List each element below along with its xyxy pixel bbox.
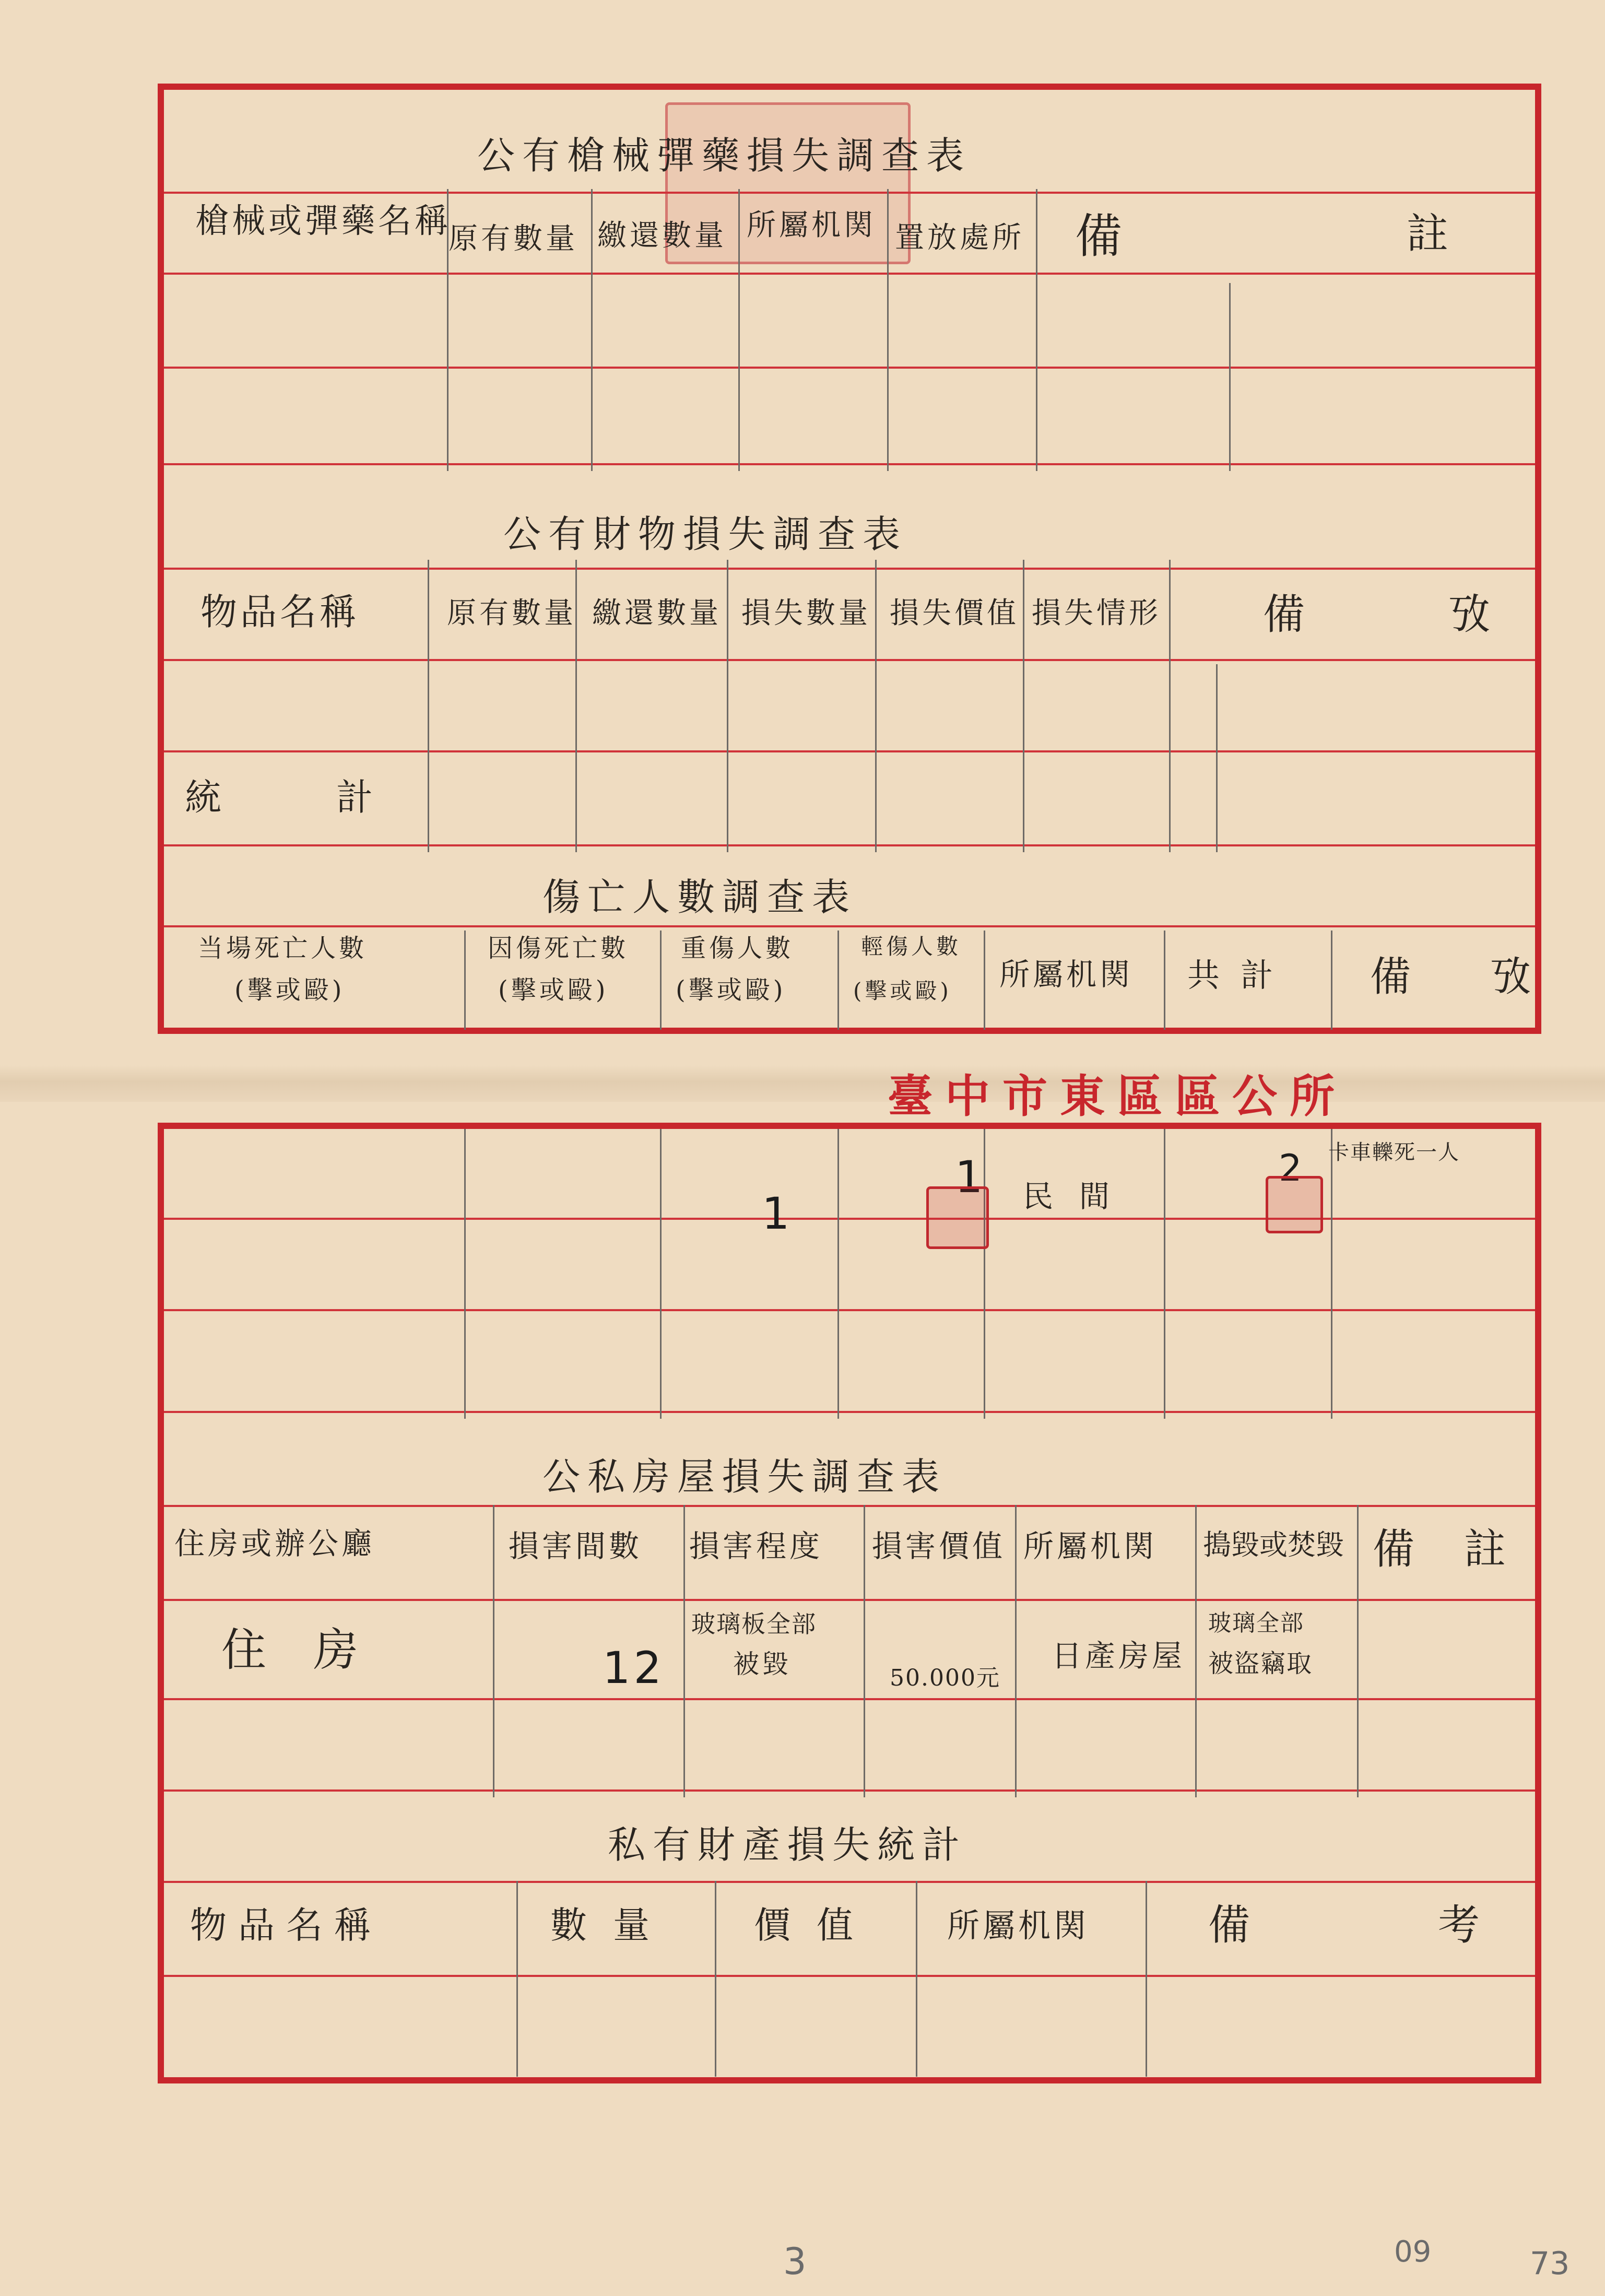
paper-fold xyxy=(0,1065,1605,1102)
table1-header-remark-2: 註 xyxy=(1407,209,1451,258)
table2-title: 公有財物損失調查表 xyxy=(503,512,908,556)
column-divider xyxy=(1015,1505,1017,1797)
table2-header-original: 原有數量 xyxy=(447,596,576,630)
column-divider xyxy=(738,189,740,471)
column-divider xyxy=(1229,283,1231,471)
table4-value-value: 50.000元 xyxy=(890,1665,1000,1691)
table3-heavy-count: 1 xyxy=(762,1188,793,1239)
rule xyxy=(164,273,1535,275)
table4-count-value: 12 xyxy=(603,1642,665,1693)
table2-header-value: 損失價值 xyxy=(890,596,1019,630)
table4-damage-value-1: 玻璃全部 xyxy=(1208,1610,1304,1636)
table5-header-remark-2: 考 xyxy=(1438,1901,1483,1949)
table5-header-org: 所屬机関 xyxy=(947,1906,1090,1945)
table2-header-returned: 繳還數量 xyxy=(592,596,722,630)
column-divider xyxy=(1169,560,1171,852)
column-divider xyxy=(464,931,466,1030)
rule xyxy=(164,659,1535,661)
table4-header-type: 住房或辦公廳 xyxy=(174,1526,375,1561)
column-divider xyxy=(887,189,889,471)
table1-header-returned: 繳還數量 xyxy=(597,219,727,253)
table3-header-heavy-sub: (擊或毆) xyxy=(676,975,786,1005)
table3-header-killed-sub: (擊或毆) xyxy=(234,975,345,1005)
table5-header-value: 價值 xyxy=(754,1904,879,1947)
column-divider xyxy=(984,931,985,1030)
rule xyxy=(164,568,1535,570)
table4-header-org: 所屬机関 xyxy=(1023,1528,1158,1564)
column-divider xyxy=(1164,931,1165,1030)
table5-header-remark-1: 備 xyxy=(1208,1901,1253,1949)
column-divider xyxy=(464,1129,466,1419)
table3-note-value: 卡車轢死一人 xyxy=(1328,1140,1460,1164)
table1-header-original: 原有數量 xyxy=(449,222,578,256)
rule xyxy=(164,844,1535,846)
rule xyxy=(164,1309,1535,1311)
table4-header-remark-1: 備 xyxy=(1373,1525,1418,1573)
rule xyxy=(164,1789,1535,1792)
rule xyxy=(164,925,1535,927)
table4-degree-value-1: 玻璃板全部 xyxy=(691,1610,817,1638)
rule xyxy=(164,192,1535,194)
rule xyxy=(164,1975,1535,1977)
column-divider xyxy=(683,1505,685,1797)
table3-header-light-sub: (擊或毆) xyxy=(853,978,952,1004)
table1-title: 公有槍械彈藥損失調查表 xyxy=(477,134,972,178)
table4-type-value: 住房 xyxy=(221,1624,405,1676)
table3-header-died-sub: (擊或毆) xyxy=(498,975,609,1005)
seal-stamp xyxy=(1266,1176,1323,1233)
table3-title: 傷亡人數調查表 xyxy=(542,875,857,919)
column-divider xyxy=(660,931,662,1030)
table3-header-total: 共計 xyxy=(1187,956,1294,994)
rule xyxy=(164,463,1535,465)
table4-degree-value-2: 被毀 xyxy=(733,1649,792,1679)
page-number: 3 xyxy=(783,2240,807,2283)
table3-header-died: 因傷死亡數 xyxy=(488,934,629,963)
rule xyxy=(164,750,1535,752)
rule xyxy=(164,367,1535,369)
column-divider xyxy=(428,560,429,852)
column-divider xyxy=(1357,1505,1359,1797)
table5-header-name: 物品名稱 xyxy=(190,1904,382,1947)
table4-header-remark-2: 註 xyxy=(1464,1525,1509,1573)
office-banner: 臺中市東區區公所 xyxy=(888,1070,1347,1123)
table3-header-heavy: 重傷人數 xyxy=(681,934,794,963)
table4-header-count: 損害間數 xyxy=(509,1528,643,1564)
lower-form-frame xyxy=(158,1123,1541,2083)
column-divider xyxy=(660,1129,662,1419)
column-divider xyxy=(1146,1881,1147,2077)
archive-mark: 09 xyxy=(1394,2235,1432,2269)
column-divider xyxy=(1036,189,1037,471)
table4-org-value: 日產房屋 xyxy=(1052,1638,1186,1674)
table3-header-org: 所屬机関 xyxy=(999,957,1134,992)
column-divider xyxy=(1023,560,1024,852)
table2-header-remark-2: 攷 xyxy=(1448,590,1493,639)
table2-total-label-1: 統 xyxy=(185,776,225,819)
table1-header-org: 所屬机関 xyxy=(747,208,876,242)
column-divider xyxy=(591,189,593,471)
table3-light-count: 1 xyxy=(955,1151,986,1203)
column-divider xyxy=(447,189,449,471)
table1-header-name: 槍械或彈藥名稱 xyxy=(195,202,451,241)
table2-total-label-2: 計 xyxy=(336,776,376,819)
column-divider xyxy=(1331,1129,1332,1419)
rule xyxy=(164,1411,1535,1413)
column-divider xyxy=(1195,1505,1197,1797)
table3-header-remark-2: 攷 xyxy=(1490,953,1535,1000)
table2-header-condition: 損失情形 xyxy=(1032,596,1161,630)
table2-header-name: 物品名稱 xyxy=(200,591,359,633)
table3-header-light: 輕傷人數 xyxy=(861,934,962,959)
column-divider xyxy=(1164,1129,1165,1419)
rule xyxy=(164,1599,1535,1601)
column-divider xyxy=(575,560,577,852)
table4-header-value: 損害價值 xyxy=(872,1528,1006,1564)
column-divider xyxy=(837,931,839,1030)
column-divider xyxy=(727,560,728,852)
column-divider xyxy=(1331,931,1332,1030)
column-divider xyxy=(516,1881,518,2077)
column-divider xyxy=(875,560,877,852)
table4-damage-value-2: 被盜竊取 xyxy=(1208,1649,1313,1678)
seal-stamp xyxy=(926,1186,989,1249)
column-divider xyxy=(916,1881,917,2077)
rule xyxy=(164,1218,1535,1220)
upper-form-frame xyxy=(158,84,1541,1034)
column-divider xyxy=(715,1881,716,2077)
column-divider xyxy=(837,1129,839,1419)
table3-header-remark-1: 備 xyxy=(1370,953,1414,1000)
table3-total-value: 2 xyxy=(1279,1147,1305,1190)
column-divider xyxy=(864,1505,865,1797)
table3-header-killed: 当場死亡人數 xyxy=(198,934,368,963)
rule xyxy=(164,1505,1535,1507)
table4-title: 公私房屋損失調查表 xyxy=(542,1455,947,1499)
rule xyxy=(164,1881,1535,1883)
table5-title: 私有財產損失統計 xyxy=(608,1823,967,1867)
rule xyxy=(164,1698,1535,1700)
archive-mark: 73 xyxy=(1530,2245,1570,2282)
table2-header-remark-1: 備 xyxy=(1263,590,1308,639)
table4-header-degree: 損害程度 xyxy=(689,1528,823,1564)
table2-header-lost: 損失數量 xyxy=(741,596,871,630)
table3-org-value: 民間 xyxy=(1023,1179,1136,1214)
column-divider xyxy=(1216,664,1218,852)
table4-header-damage: 搗毀或焚毀 xyxy=(1203,1528,1344,1561)
table5-header-qty: 數量 xyxy=(550,1904,676,1947)
table1-header-place: 置放處所 xyxy=(895,221,1024,255)
column-divider xyxy=(493,1505,494,1797)
table1-header-remark-1: 備 xyxy=(1075,209,1125,264)
